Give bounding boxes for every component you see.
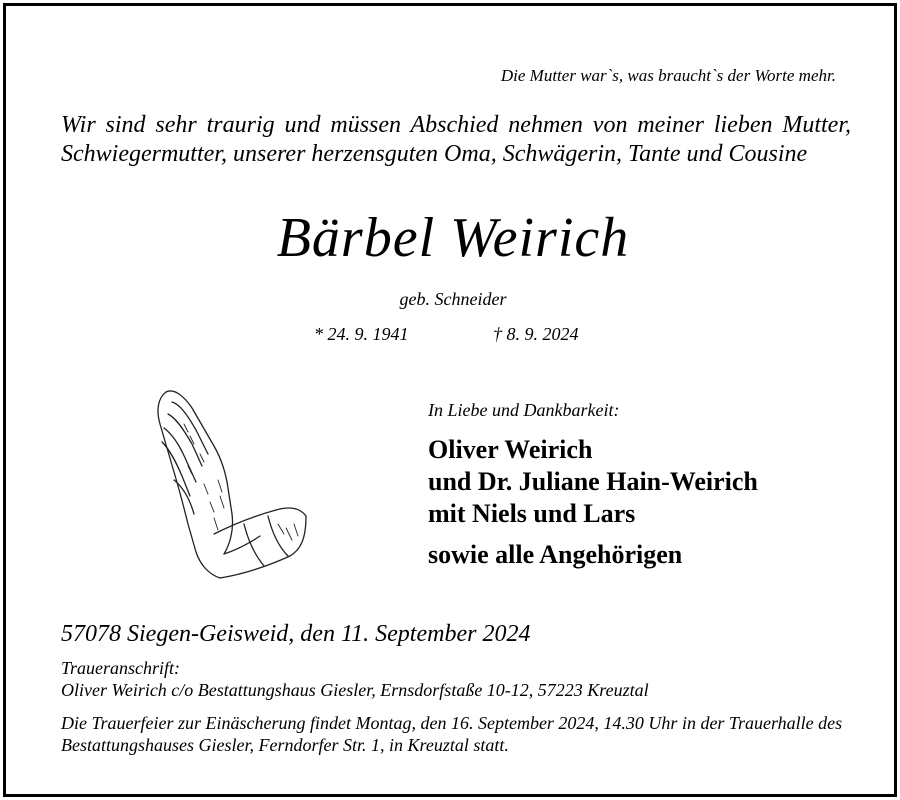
thanks-line: In Liebe und Dankbarkeit:	[428, 400, 620, 420]
other-relatives: sowie alle Angehörigen	[428, 540, 683, 569]
maiden-name: geb. Schneider	[399, 289, 507, 309]
praying-hands-icon	[144, 384, 314, 584]
mourner-name: mit Niels und Lars	[428, 499, 636, 528]
place-date: 57078 Siegen-Geisweid, den 11. September 2024	[61, 621, 531, 647]
mourning-address: Oliver Weirich c/o Bestattungshaus Giesler, Ernsdorfstaße 10-12, 57223 Kreuztal	[61, 680, 649, 700]
mourner-name: und Dr. Juliane Hain-Weirich	[428, 467, 758, 496]
birth-date: * 24. 9. 1941	[314, 324, 409, 344]
death-date: † 8. 9. 2024	[493, 324, 579, 344]
mourner-list	[428, 434, 758, 530]
obituary-frame	[3, 3, 897, 797]
funeral-service-info: Die Trauerfeier zur Einäscherung findet Montag, den 16. September 2024, 14.30 Uhr in der Trauerhalle des Bestattungshauses Giesler, Ferndorfer Str. 1, in Kreuztal statt.	[61, 713, 843, 755]
deceased-name: Bärbel Weirich	[276, 207, 630, 269]
intro-text: Wir sind sehr traurig und müssen Abschied nehmen von meiner lieben Mutter, Schwiegermutter, unserer herzensguten Oma, Schwägerin, Tante und Cousine	[61, 112, 851, 167]
address-label: Traueranschrift:	[61, 658, 181, 678]
motto-quote: Die Mutter war`s, was braucht`s der Worte mehr.	[500, 66, 836, 85]
mourner-name: Oliver Weirich	[428, 435, 593, 464]
